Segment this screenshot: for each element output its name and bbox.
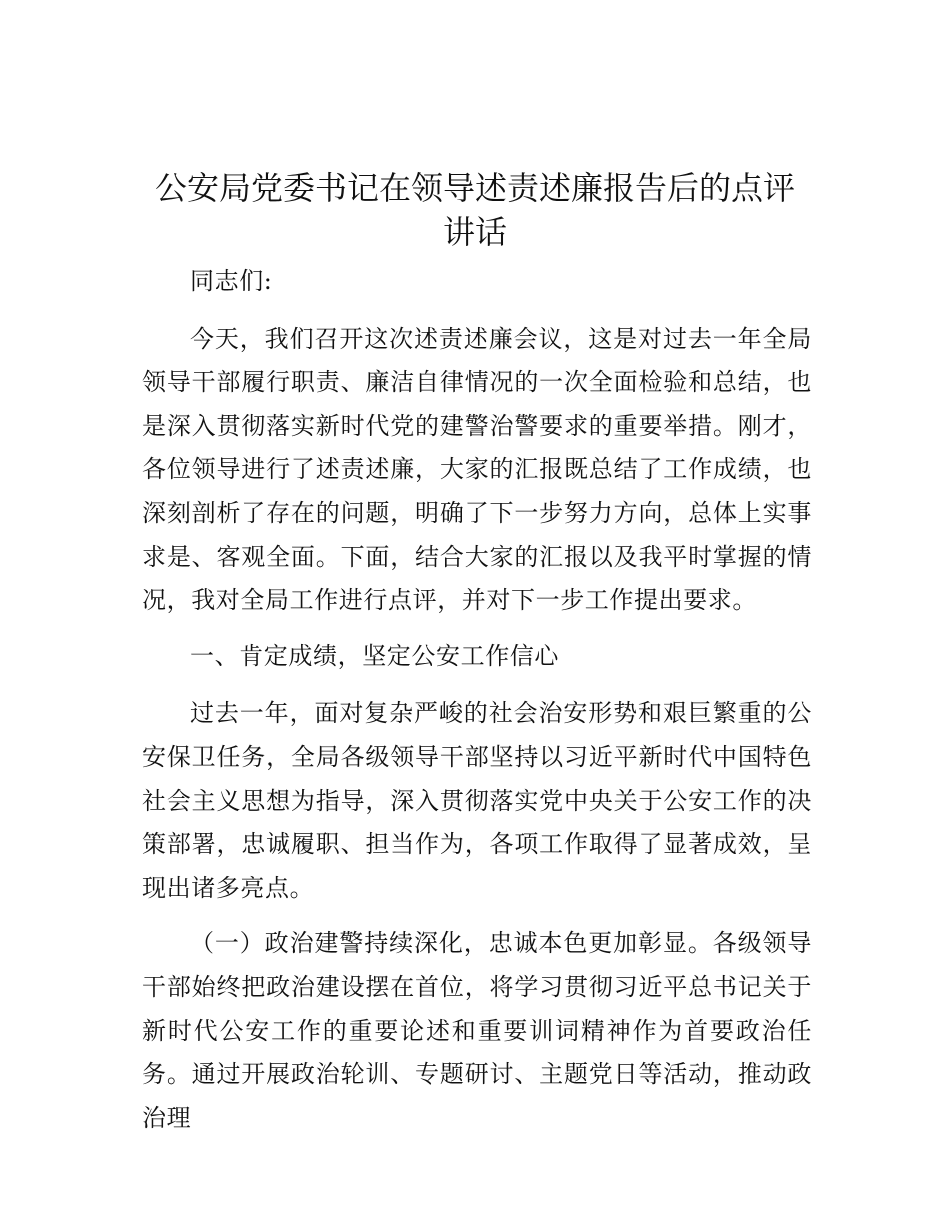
paragraph-intro: 今天，我们召开这次述责述廉会议，这是对过去一年全局领导干部履行职责、廉洁自律情况的一次全面检验和总结，也是深入贯彻落实新时代党的建警治警要求的重要举措。刚才，各位领导进行了述责述廉，大家的汇报既总结了工作成绩，也深刻剖析了存在的问题，明确了下一步努力方向，总体上实事求是、客观全面。下面，结合大家的汇报以及我平时掌握的情况，我对全局工作进行点评，并对下一步工作提出要求。 xyxy=(142,324,812,615)
document-title: 公安局党委书记在领导述责述廉报告后的点评讲话 xyxy=(154,169,795,251)
section-heading: 一、肯定成绩，坚定公安工作信心 xyxy=(190,641,559,670)
paragraph-political-building: （一）政治建警持续深化，忠诚本色更加彰显。各级领导干部始终把政治建设摆在首位，将学习贯彻习近平总书记关于新时代公安工作的重要论述和重要训词精神作为首要政治任务。通过开展政治轮训、专题研讨、主题党日等活动，推动政治理 xyxy=(142,929,812,1132)
document-body xyxy=(142,260,812,1152)
salutation: 同志们: xyxy=(190,267,273,295)
paragraph-achievements: 过去一年，面对复杂严峻的社会治安形势和艰巨繁重的公安保卫任务，全局各级领导干部坚持以习近平新时代中国特色社会主义思想为指导，深入贯彻落实党中央关于公安工作的决策部署，忠诚履职、担当作为，各项工作取得了显著成效，呈现出诸多亮点。 xyxy=(142,699,812,902)
